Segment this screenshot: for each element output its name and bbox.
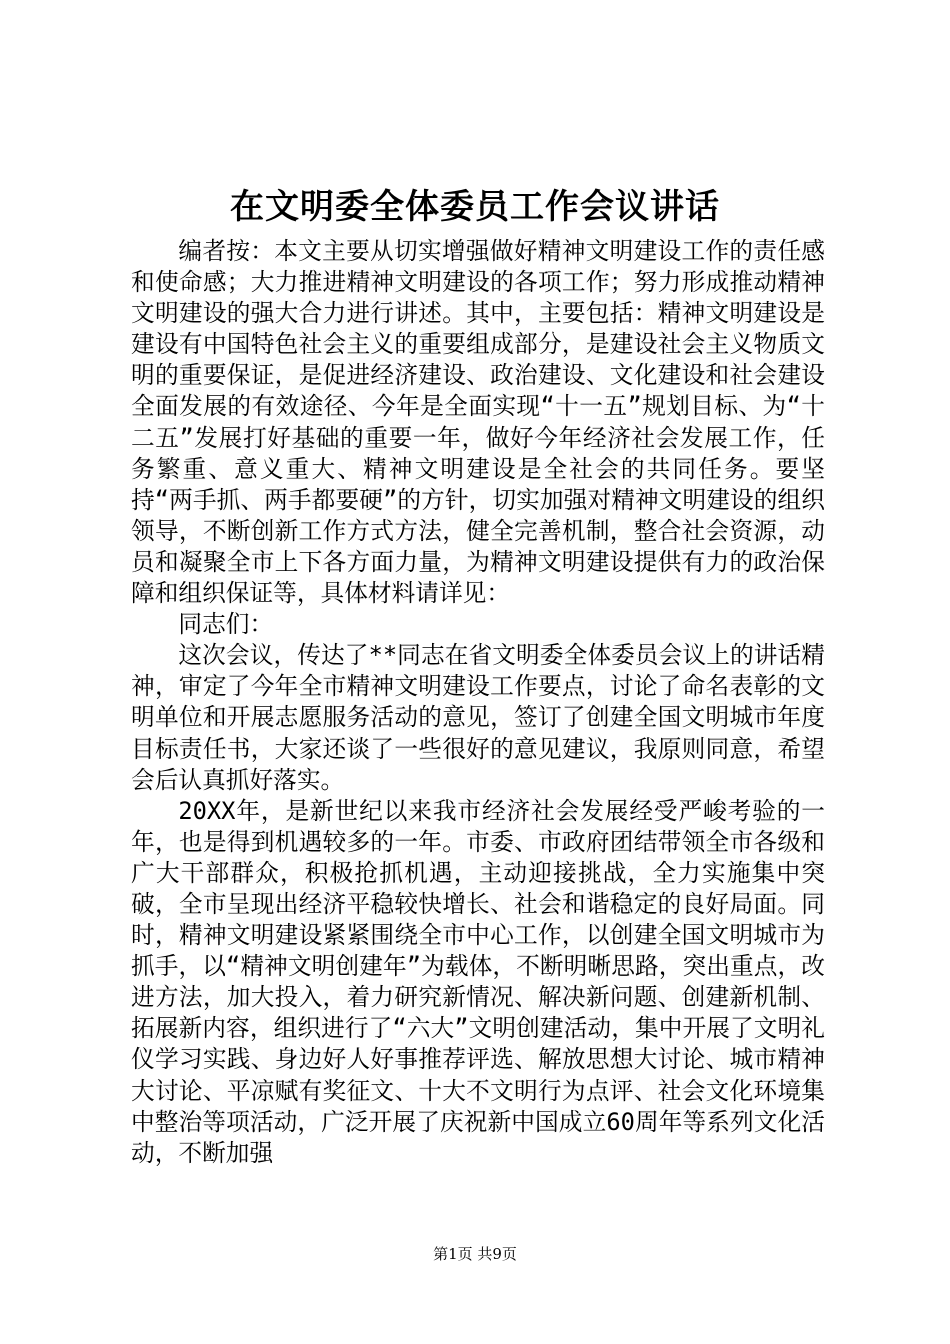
page-number-footer: 第1页 共9页 [433, 1245, 517, 1263]
document-title: 在文明委全体委员工作会议讲话 [230, 187, 720, 227]
paragraph-salutation: 同志们： [178, 610, 274, 639]
paragraph-meeting-summary: 这次会议，传达了**同志在省文明委全体委员会议上的讲话精神，审定了今年全市精神文明建设工作要点，讨论了命名表彰的文明单位和开展志愿服务活动的意见，签订了创建全国文明城市年度目标责任书，大家还谈了一些很好的意见建议，我原则同意，希望会后认真抓好落实。 [131, 641, 825, 794]
document-body [131, 236, 825, 1169]
paragraph-year-review: 20XX年，是新世纪以来我市经济社会发展经受严峻考验的一年，也是得到机遇较多的一年。市委、市政府团结带领全市各级和广大干部群众，积极抢抓机遇，主动迎接挑战，全力实施集中突破，全市呈现出经济平稳较快增长、社会和谐稳定的良好局面。同时，精神文明建设紧紧围绕全市中心工作，以创建全国文明城市为抓手，以“精神文明创建年”为载体，不断明晰思路，突出重点，改进方法，加大投入，着力研究新情况、解决新问题、创建新机制、拓展新内容，组织进行了“六大”文明创建活动，集中开展了文明礼仪学习实践、身边好人好事推荐评选、解放思想大讨论、城市精神大讨论、平凉赋有奖征文、十大不文明行为点评、社会文化环境集中整治等项活动，广泛开展了庆祝新中国成立60周年等系列文化活动，不断加强 [131, 796, 825, 1167]
paragraph-editor-note: 编者按：本文主要从切实增强做好精神文明建设工作的责任感和使命感；大力推进精神文明建设的各项工作；努力形成推动精神文明建设的强大合力进行讲述。其中，主要包括：精神文明建设是建设有中国特色社会主义的重要组成部分，是建设社会主义物质文明的重要保证，是促进经济建设、政治建设、文化建设和社会建设全面发展的有效途径、今年是全面实现“十一五”规划目标、为“十二五”发展打好基础的重要一年，做好今年经济社会发展工作，任务繁重、意义重大、精神文明建设是全社会的共同任务。要坚持“两手抓、两手都要硬”的方针，切实加强对精神文明建设的组织领导，不断创新工作方式方法，健全完善机制，整合社会资源，动员和凝聚全市上下各方面力量，为精神文明建设提供有力的政治保障和组织保证等，具体材料请详见： [131, 237, 825, 608]
